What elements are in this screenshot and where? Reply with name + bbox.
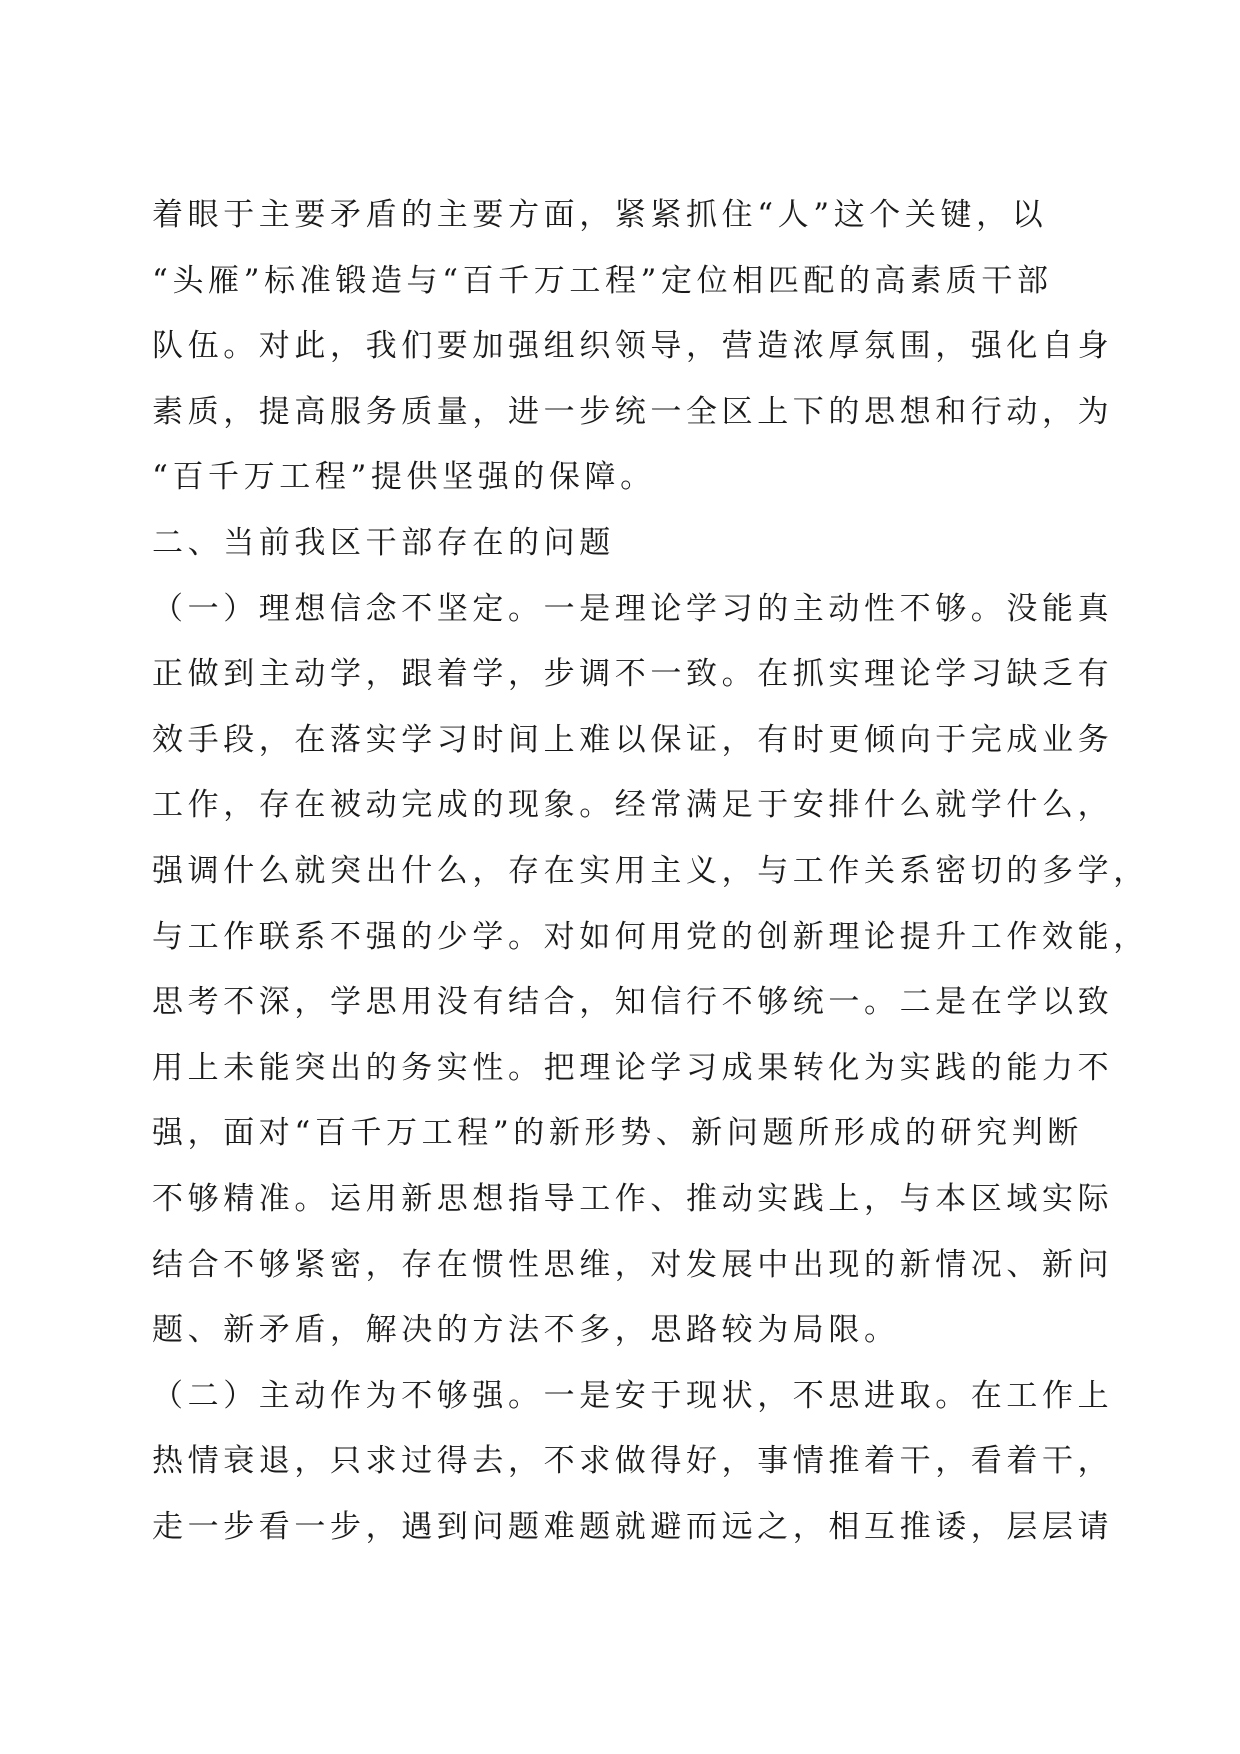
text-line: 题、新矛盾，解决的方法不多，思路较为局限。 — [152, 1312, 900, 1349]
text-line: 着眼于主要矛盾的主要方面，紧紧抓住“人”这个关键，以 — [152, 197, 1048, 233]
text-line: “头雁”标准锻造与“百千万工程”定位相匹配的高素质干部 — [152, 262, 1053, 299]
text-line: 效手段，在落实学习时间上难以保证，有时更倾向于完成业务 — [152, 721, 1114, 758]
text-line: “百千万工程”提供坚强的保障。 — [152, 459, 656, 496]
text-line: 用上未能突出的务实性。把理论学习成果转化为实践的能力不 — [152, 1049, 1114, 1086]
text-line: 不够精准。运用新思想指导工作、推动实践上，与本区域实际 — [152, 1180, 1114, 1217]
section-heading: 二、当前我区干部存在的问题 — [152, 524, 615, 561]
text-line: （一）理想信念不坚定。一是理论学习的主动性不够。没能真 — [152, 590, 1114, 627]
text-line: 与工作联系不强的少学。对如何用党的创新理论提升工作效能， — [152, 918, 1149, 955]
text-line: 正做到主动学，跟着学，步调不一致。在抓实理论学习缺乏有 — [152, 656, 1114, 693]
text-line: 思考不深，学思用没有结合，知信行不够统一。二是在学以致 — [152, 984, 1114, 1021]
text-line: 结合不够紧密，存在惯性思维，对发展中出现的新情况、新问 — [152, 1246, 1114, 1283]
text-line: 素质，提高服务质量，进一步统一全区上下的思想和行动，为 — [152, 393, 1114, 430]
text-line: 工作，存在被动完成的现象。经常满足于安排什么就学什么， — [152, 787, 1114, 824]
text-line: 强，面对“百千万工程”的新形势、新问题所形成的研究判断 — [152, 1115, 1083, 1152]
document-body — [152, 183, 1149, 1560]
text-line: 强调什么就突出什么，存在实用主义，与工作关系密切的多学， — [152, 852, 1149, 889]
text-line: 热情衰退，只求过得去，不求做得好，事情推着干，看着干， — [152, 1443, 1114, 1480]
text-line: 走一步看一步，遇到问题难题就避而远之，相互推诿，层层请 — [152, 1508, 1114, 1545]
text-line: （二）主动作为不够强。一是安于现状，不思进取。在工作上 — [152, 1377, 1114, 1414]
text-line: 队伍。对此，我们要加强组织领导，营造浓厚氛围，强化自身 — [152, 328, 1114, 365]
